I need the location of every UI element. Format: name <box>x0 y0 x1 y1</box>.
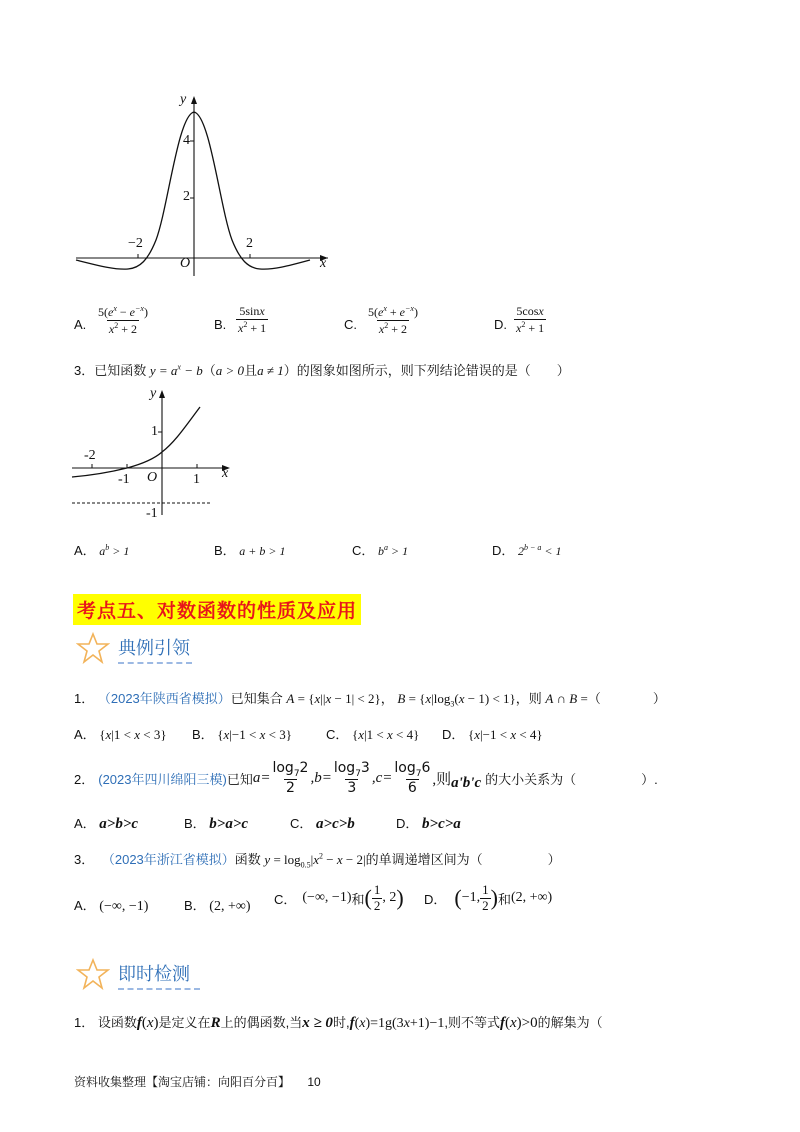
e2-opt-c-label: C． <box>290 816 313 831</box>
e2-option-a <box>74 813 138 833</box>
c1-fx-arg: (x) <box>141 1015 159 1031</box>
graph2-tick-neg2: -2 <box>84 448 96 463</box>
graph1-tick-2x: 2 <box>246 236 253 251</box>
e3-opt-d-neg1: −1, <box>461 890 481 906</box>
c1-ineq-rest: (x)>0 <box>504 1015 538 1031</box>
e3-opt-c-part1: (−∞, −1) <box>302 890 352 906</box>
q2-option-a-label: A. <box>74 317 87 332</box>
q3-option-a <box>74 540 129 559</box>
example-heading <box>118 634 192 664</box>
e3-opt-c-label: C． <box>274 891 297 907</box>
e2-b: ,b= <box>310 769 332 786</box>
q3-option-b <box>214 540 286 559</box>
e3-tail: 的单调递增区间为（ ） <box>365 852 561 867</box>
e1-opt-a-label: A． <box>74 727 96 742</box>
e3-opt-a-formula: (−∞, −1) <box>99 899 149 914</box>
q3-option-d-label: D． <box>492 543 515 558</box>
q3-option-c <box>352 540 408 559</box>
e1-intersection: A ∩ B = <box>545 691 588 706</box>
graph1-origin: O <box>180 256 191 271</box>
q3-cond-2: a ≠ 1 <box>257 363 284 378</box>
e2-c-frac: $\frac{\log_76}{6}$ <box>394 760 431 797</box>
e1-option-d <box>442 724 543 743</box>
e3-function: $y = \log_{0.5}|x^2 - x - 2|$ <box>264 851 366 870</box>
graph2-tick-1y: 1 <box>151 424 158 439</box>
e3-opt-d-paren-l: ( <box>454 885 462 911</box>
c1-t5: ,则不等式 <box>444 1015 500 1030</box>
e2-option-b <box>184 813 248 833</box>
example-2 <box>74 760 658 796</box>
q2-option-c-formula: $\frac{5(e^x + e^{-x})}{x^2 + 2}$ <box>368 304 418 336</box>
q3-option-a-label: A． <box>74 543 96 558</box>
e2-a-frac: $\frac{\log_72}{2}$ <box>272 760 309 797</box>
e1-comma: ， <box>380 691 394 706</box>
page-number: 10 <box>307 1075 321 1089</box>
graph1-tick-4: 4 <box>183 133 190 148</box>
e2-c: ,c= <box>371 769 393 786</box>
q3-text-before: 已知函数 <box>94 363 147 378</box>
e3-opt-d-paren-r: ) <box>490 885 498 911</box>
star-icon <box>76 632 110 664</box>
e1-opt-b-formula: {x|−1 < x < 3} <box>217 727 292 742</box>
e2-opt-d-formula: b>c>a <box>422 816 461 832</box>
q3-option-c-label: C． <box>352 543 375 558</box>
e2-b-frac: $\frac{\log_73}{3}$ <box>333 760 370 797</box>
graph1-tick-2y: 2 <box>183 189 190 204</box>
e3-opt-d-and: 和 <box>497 891 511 907</box>
e2-abc: a'b'c <box>451 774 482 791</box>
e1-option-b <box>192 724 292 743</box>
graph1-tick-neg2: −2 <box>128 236 143 251</box>
e2-option-c <box>290 813 355 833</box>
q3-number: 3． <box>74 363 95 378</box>
e1-opt-b-label: B． <box>192 727 214 742</box>
graph2-origin: O <box>147 470 158 485</box>
e3-opt-d-label: D． <box>424 891 447 907</box>
example-1 <box>74 688 666 709</box>
check-1 <box>74 1012 603 1032</box>
graph2-x-label: x <box>222 466 229 481</box>
e2-then: ,则 <box>432 771 452 788</box>
q3-option-b-formula: a + b > 1 <box>239 544 286 558</box>
graph2-y-label: y <box>150 386 157 401</box>
q2-option-c-label: C. <box>344 317 357 332</box>
c1-def-rest: (x)=1g(3x+1)−1 <box>354 1016 445 1031</box>
e3-option-b <box>184 895 251 915</box>
e3-opt-b-formula: (2, +∞) <box>209 899 251 914</box>
star-icon <box>76 958 110 990</box>
e2-opt-a-label: A． <box>74 816 96 831</box>
graph2-tick-1x: 1 <box>193 472 200 487</box>
e1-opt-c-label: C． <box>326 727 349 742</box>
q3-option-a-formula: $a^b > 1$ <box>99 543 130 558</box>
q3-function: $y = a^x - b$ <box>149 362 203 378</box>
e1-set-b: $B = \{x|\log_3(x - 1) < 1\}$ <box>397 691 516 709</box>
c1-fx: f <box>136 1015 142 1031</box>
e3-opt-d-part2: (2, +∞) <box>510 890 553 906</box>
q3-option-d <box>492 540 562 559</box>
e2-opt-c-formula: a>c>b <box>316 816 355 832</box>
e3-opt-c-paren-l: ( <box>364 885 372 911</box>
e1-opt-d-label: D． <box>442 727 465 742</box>
e3-opt-c-paren-r: ) <box>396 885 404 911</box>
c1-t1: 设函数 <box>97 1015 137 1030</box>
question-3 <box>74 360 570 379</box>
e1-source: （2023年陕西省模拟） <box>97 691 231 706</box>
q3-option-b-label: B． <box>214 543 236 558</box>
e1-opt-a-formula: {x|1 < x < 3} <box>99 727 167 742</box>
e2-number: 2． <box>74 771 95 787</box>
graph2-tick-neg1x: -1 <box>118 472 130 487</box>
e1-text: 已知集合 <box>230 691 283 706</box>
e3-option-d <box>424 883 552 914</box>
c1-t6: 的解集为（ <box>537 1015 603 1030</box>
e2-tail: 的大小关系为（ ）. <box>485 771 658 787</box>
e3-opt-d-frac: $\frac{1}{2}$ <box>482 882 489 913</box>
check-heading <box>118 960 200 990</box>
e3-opt-c-rest: , 2 <box>382 890 397 906</box>
e2-opt-b-label: B． <box>184 816 206 831</box>
graph-q2 <box>70 90 340 280</box>
q2-option-b-label: B. <box>214 317 227 332</box>
c1-t2: 是定义在 <box>158 1015 211 1030</box>
q3-option-d-formula: $2^{b - a} < 1$ <box>518 543 562 558</box>
c1-ineq: f <box>499 1015 505 1031</box>
e3-source: （2023年浙江省模拟） <box>101 852 235 867</box>
q3-cond-1: a > 0 <box>215 363 245 378</box>
e1-ask: ，则 <box>515 691 542 706</box>
c1-R: R <box>210 1015 221 1031</box>
e1-option-a <box>74 724 167 743</box>
e3-opt-c-frac: $\frac{1}{2}$ <box>373 882 381 913</box>
q2-option-d-label: D. <box>494 317 507 332</box>
q2-option-a-formula: $\frac{5(e^x - e^{-x})}{x^2 + 2}$ <box>98 304 148 336</box>
e3-opt-c-and: 和 <box>351 891 365 907</box>
q3-and: 且 <box>244 363 258 378</box>
e2-text: 已知 <box>226 771 253 787</box>
q2-option-b-formula: $\frac{5\sin x}{x^2 + 1}$ <box>238 304 267 335</box>
footer-text: 资料收集整理【淘宝店铺：向阳百分百】 <box>74 1075 291 1089</box>
c1-number: 1． <box>74 1015 95 1030</box>
c1-t4: 时, <box>332 1015 350 1030</box>
e1-ask-end: （ ） <box>587 691 666 706</box>
e2-a: a= <box>252 769 271 786</box>
check-heading-underline <box>118 988 200 990</box>
example-heading-text: 典例引领 <box>118 638 190 659</box>
check-heading-text: 即时检测 <box>118 964 190 985</box>
e3-number: 3． <box>74 852 95 867</box>
c1-t3: 上的偶函数,当 <box>220 1015 303 1030</box>
e1-set-a: A = {x||x − 1| < 2} <box>286 691 381 706</box>
e2-option-d <box>396 813 461 833</box>
c1-cond: x ≥ 0 <box>302 1015 333 1031</box>
q3-paren: （ <box>202 363 216 378</box>
example-heading-underline <box>118 662 192 664</box>
e1-number: 1． <box>74 691 95 706</box>
q3-text-after: ）的图象如图所示，则下列结论错误的是（ ） <box>283 363 570 378</box>
e2-source: (2023年四川绵阳三模) <box>98 771 227 787</box>
e1-opt-d-formula: {x|−1 < x < 4} <box>468 727 543 742</box>
section-title: 考点五、对数函数的性质及应用 <box>73 594 361 625</box>
graph2-tick-neg1y: -1 <box>146 506 158 521</box>
graph1-x-label: x <box>320 256 327 271</box>
q2-option-d-formula: $\frac{5\cos x}{x^2 + 1}$ <box>516 304 545 335</box>
example-3 <box>74 849 561 870</box>
e3-option-a <box>74 895 148 915</box>
e2-opt-a-formula: a>b>c <box>99 816 139 832</box>
e1-opt-c-formula: {x|1 < x < 4} <box>352 727 420 742</box>
e3-option-c <box>274 883 404 914</box>
c1-def: f <box>349 1015 355 1031</box>
q3-option-c-formula: $b^a > 1$ <box>378 543 409 558</box>
e3-opt-a-label: A． <box>74 898 96 913</box>
graph1-y-label: y <box>180 92 187 107</box>
e3-text: 函数 <box>234 852 261 867</box>
e2-opt-d-label: D． <box>396 816 419 831</box>
e2-opt-b-formula: b>a>c <box>209 816 249 832</box>
e1-option-c <box>326 724 419 743</box>
e3-opt-b-label: B． <box>184 898 206 913</box>
footer <box>74 1073 321 1090</box>
